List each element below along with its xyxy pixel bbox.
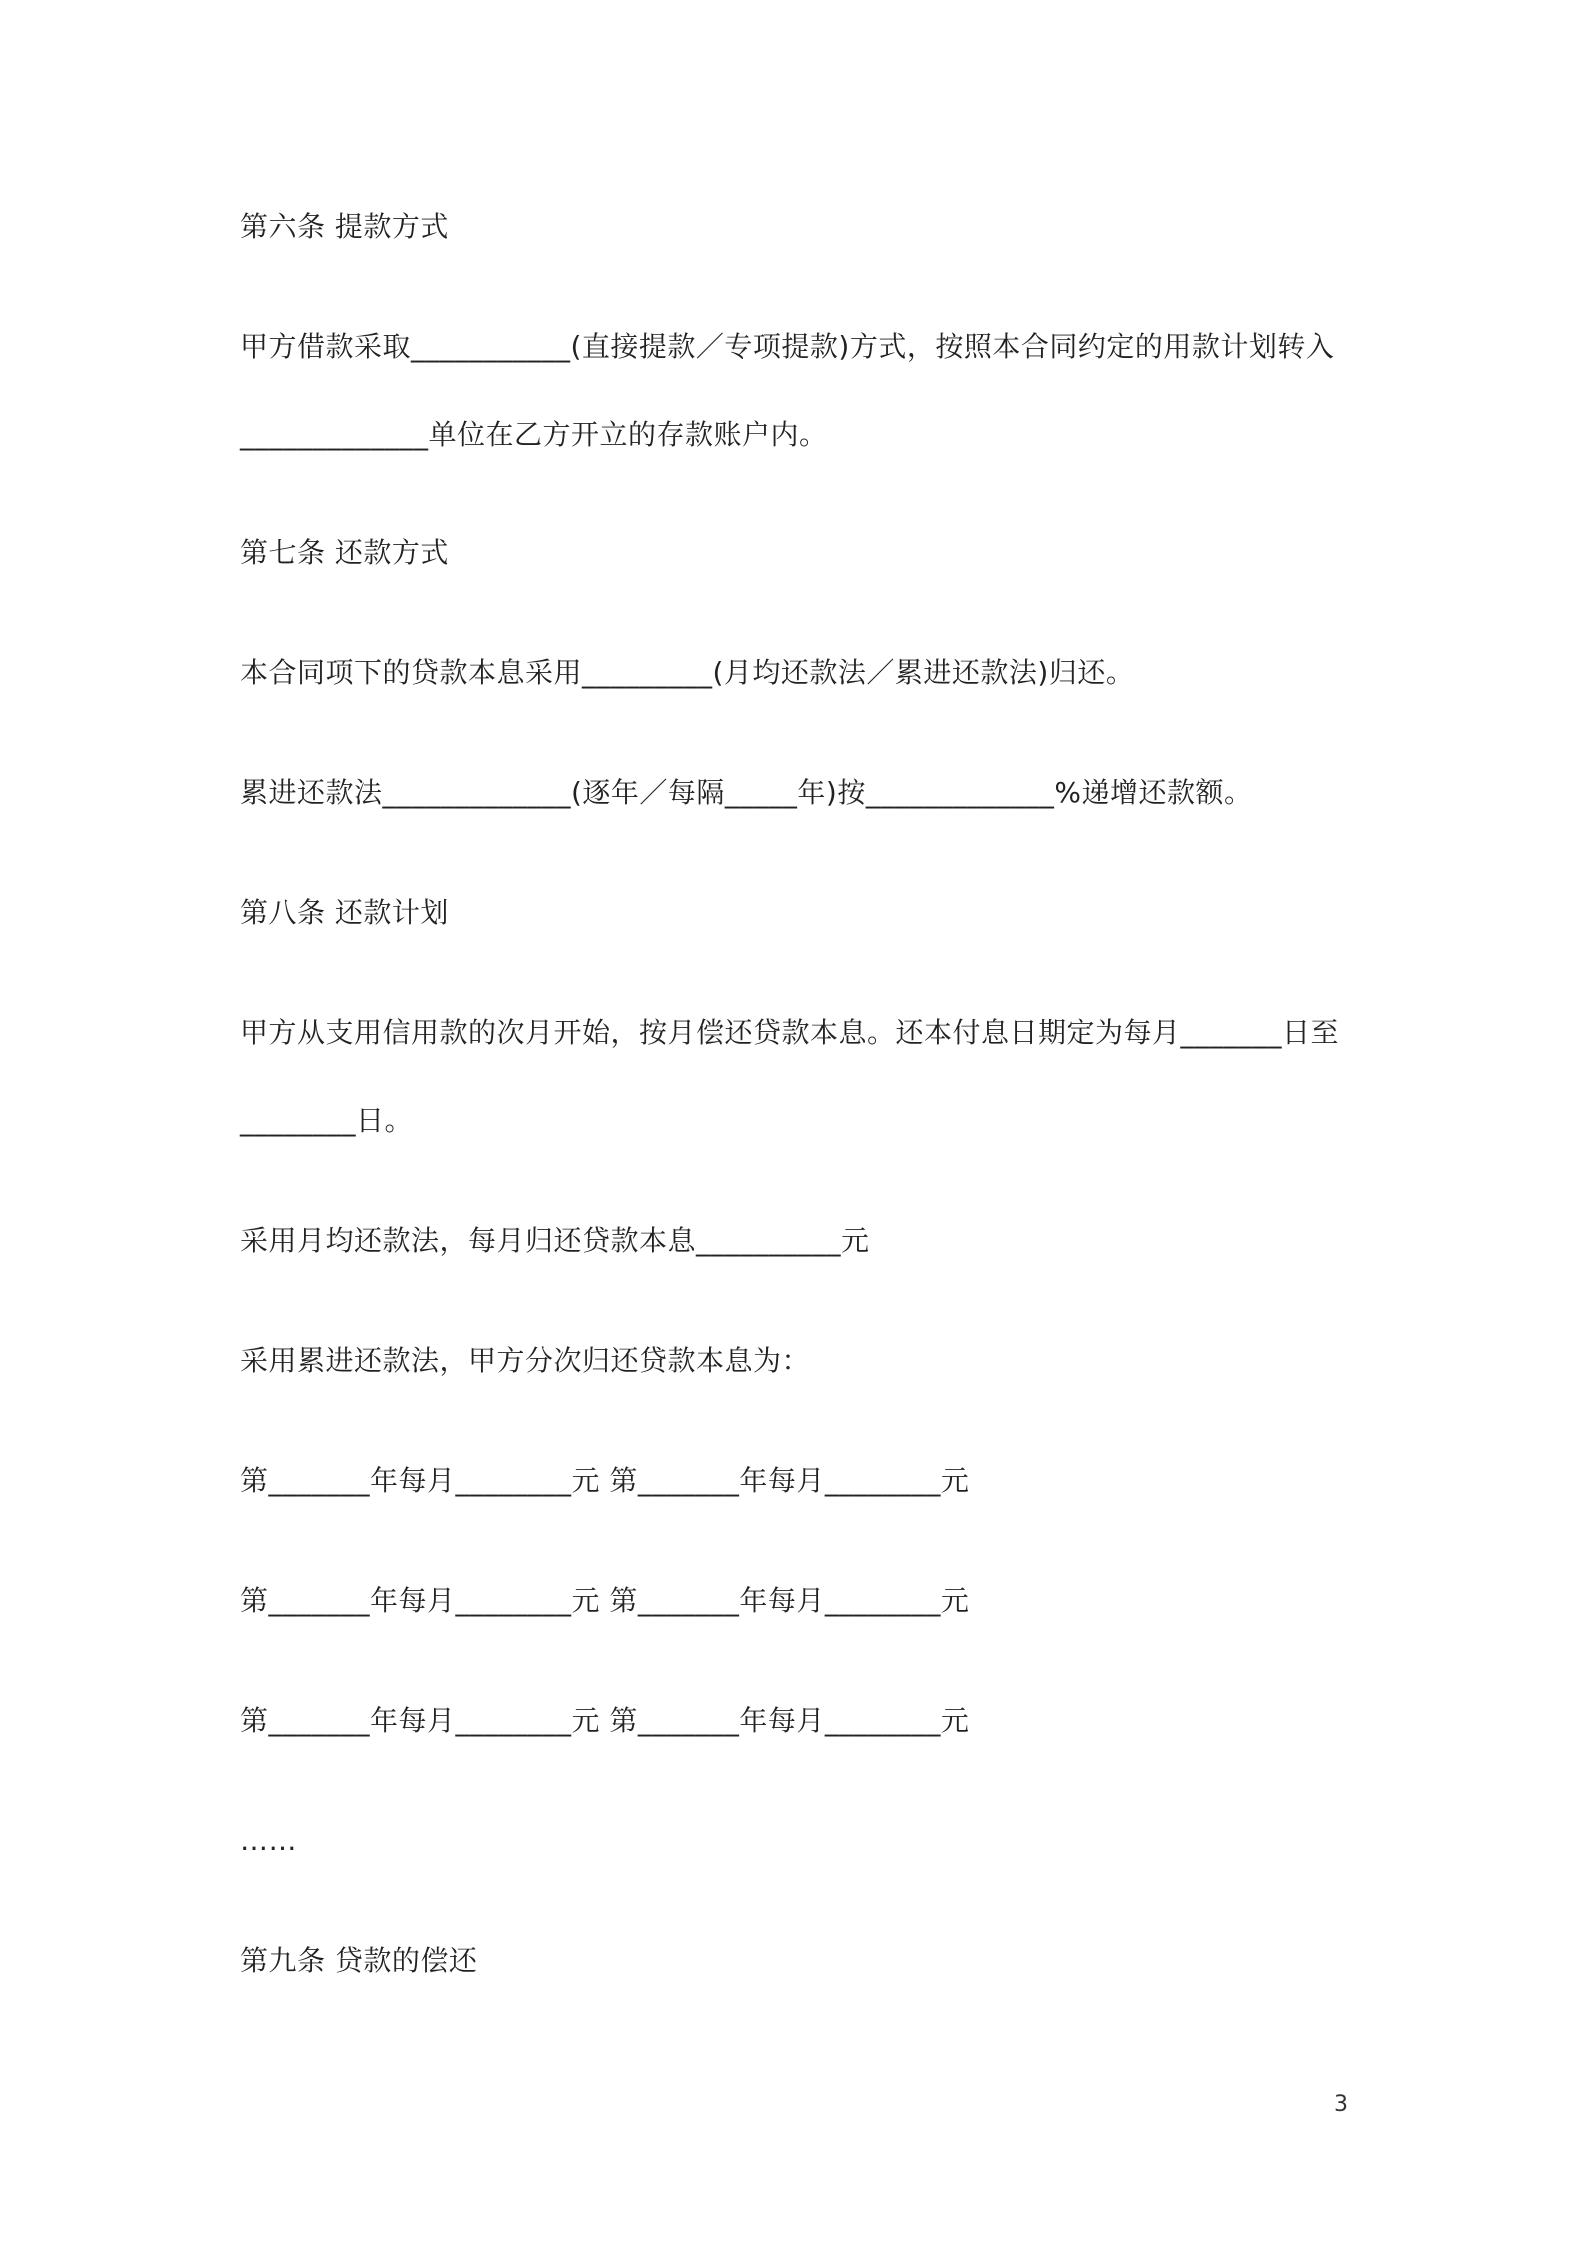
paragraph-line: _____________单位在乙方开立的存款账户内。	[240, 418, 828, 451]
paragraph-line: ________日。	[240, 1104, 414, 1137]
schedule-row: 第_______年每月________元 第_______年每月________元	[240, 1464, 970, 1497]
paragraph-line: 甲方借款采取___________(直接提款／专项提款)方式，按照本合同约定的用款计划转入	[240, 330, 1335, 363]
page-number: 3	[1334, 2092, 1348, 2117]
article-7-heading: 第七条 还款方式	[240, 536, 449, 569]
paragraph-line: 采用累进还款法，甲方分次归还贷款本息为：	[240, 1344, 811, 1377]
paragraph-line: 采用月均还款法，每月归还贷款本息__________元	[240, 1224, 870, 1257]
ellipsis-line: ……	[240, 1824, 297, 1857]
article-9-heading: 第九条 贷款的偿还	[240, 1944, 478, 1977]
schedule-row: 第_______年每月________元 第_______年每月________元	[240, 1704, 970, 1737]
schedule-row: 第_______年每月________元 第_______年每月________元	[240, 1584, 970, 1617]
paragraph-line: 本合同项下的贷款本息采用_________(月均还款法／累进还款法)归还。	[240, 656, 1135, 689]
paragraph-line: 甲方从支用信用款的次月开始，按月偿还贷款本息。还本付息日期定为每月_______日至	[240, 1016, 1340, 1049]
paragraph-line: 累进还款法_____________(逐年／每隔_____年)按_____________%递增还款额。	[240, 776, 1253, 809]
article-8-heading: 第八条 还款计划	[240, 896, 449, 929]
article-6-heading: 第六条 提款方式	[240, 210, 449, 243]
